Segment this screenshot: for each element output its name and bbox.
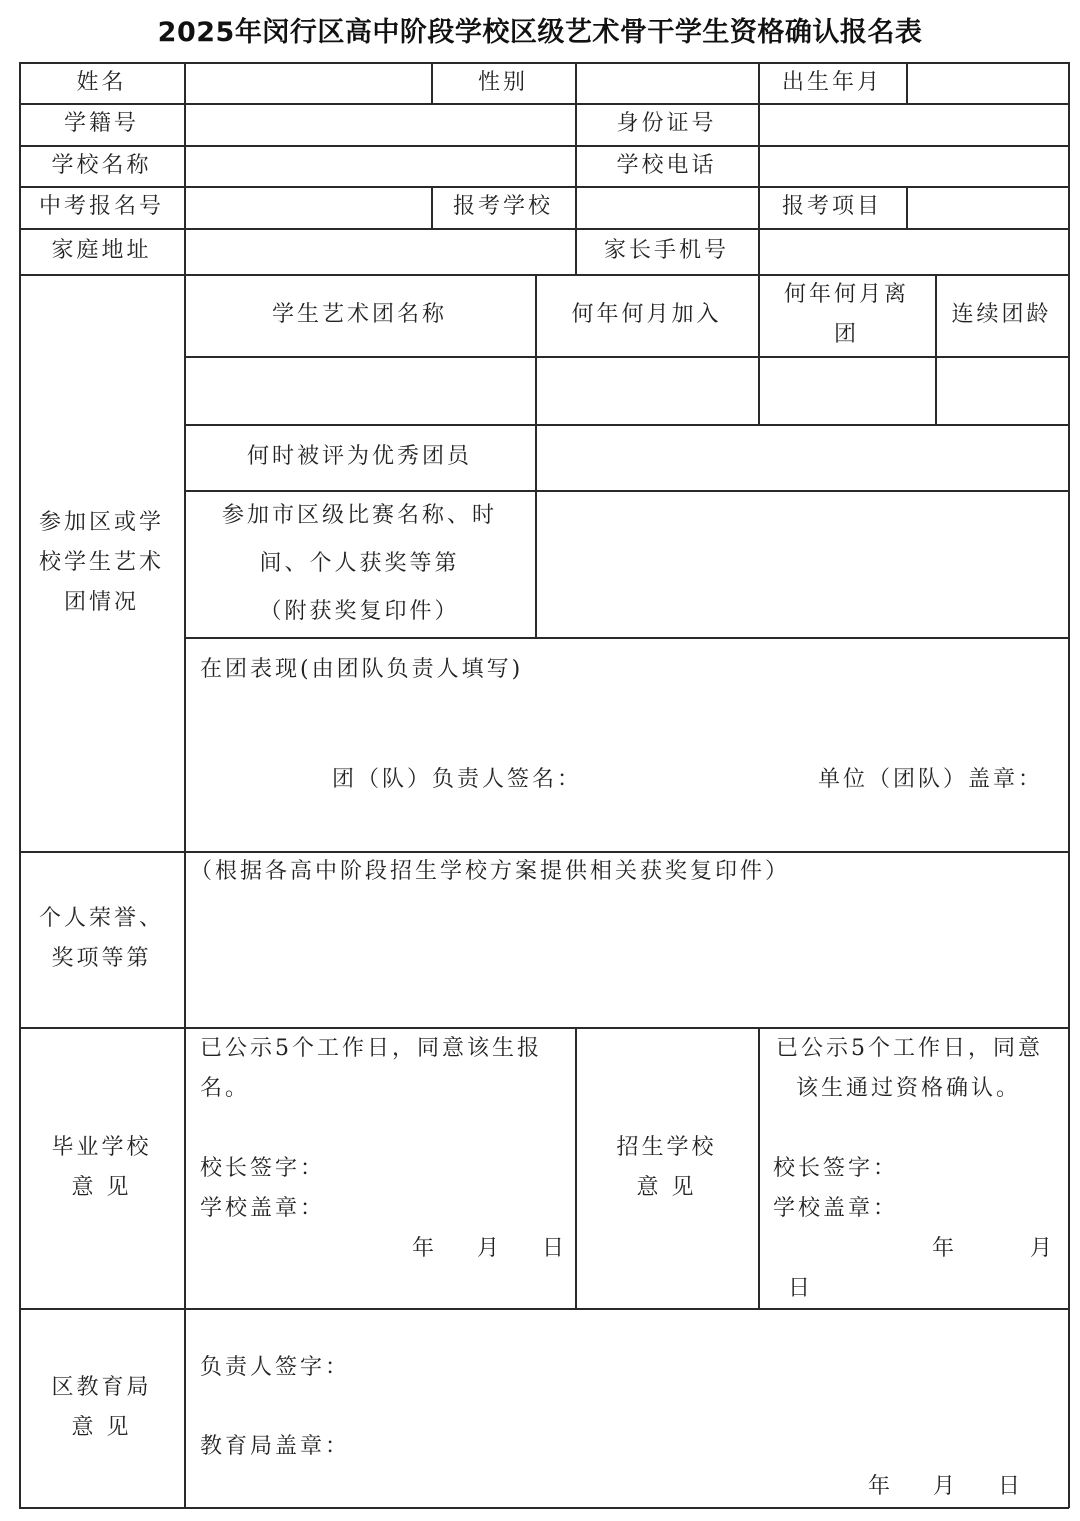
id-card-label: 身份证号 (616, 111, 717, 136)
admission-date-year: 年 (932, 1236, 958, 1261)
troupe-label-line-3: 团情况 (63, 589, 139, 615)
school-phone-input[interactable] (759, 146, 1068, 186)
address-input[interactable] (185, 229, 575, 274)
excellent-member-label: 何时被评为优秀团员 (246, 444, 472, 469)
admission-school-text-line-2: 该生通过资格确认。 (796, 1076, 1022, 1101)
honors-note: （根据各高中阶段招生学校方案提供相关获奖复印件） (190, 859, 791, 884)
join-date-header: 何年何月加入 (571, 302, 722, 327)
unit-stamp-label: 单位（团队）盖章： (818, 767, 1044, 792)
competition-input[interactable] (536, 491, 1068, 637)
admission-date-day: 日 (788, 1276, 814, 1301)
school-name-label: 学校名称 (51, 152, 152, 178)
graduate-school-label (19, 1027, 184, 1308)
school-name-input[interactable] (185, 146, 575, 186)
troupe-years-input[interactable] (936, 357, 1068, 424)
admission-school-text-line-1: 已公示5个工作日，同意 (776, 1036, 1043, 1061)
troupe-years-header: 连续团龄 (951, 302, 1052, 327)
troupe-label-line-2: 校学生艺术 (38, 549, 164, 575)
district-bureau-stamp: 教育局盖章： (200, 1434, 351, 1459)
admission-date-month: 月 (1030, 1236, 1056, 1261)
id-card-input[interactable] (759, 104, 1068, 145)
honors-label-line-2: 奖项等第 (51, 946, 152, 971)
graduate-principal-sign: 校长签字： (200, 1156, 326, 1181)
district-bureau-label-line-2: 意 见 (71, 1414, 132, 1440)
graduate-school-label-line-1: 毕业学校 (51, 1134, 152, 1160)
birth-label: 出生年月 (781, 69, 882, 95)
exam-no-input[interactable] (185, 187, 431, 228)
excellent-member-input[interactable] (536, 425, 1068, 490)
troupe-label-line-1: 参加区或学 (38, 509, 164, 535)
name-label: 姓名 (76, 69, 127, 95)
graduate-school-text-line-2: 名。 (200, 1076, 251, 1101)
parent-phone-label: 家长手机号 (603, 238, 729, 263)
competition-label-line-1: 参加市区级比赛名称、时 (221, 502, 497, 528)
join-date-input[interactable] (536, 357, 758, 424)
district-bureau-label-line-1: 区教育局 (51, 1374, 152, 1400)
district-date: 年 月 日 (868, 1474, 1023, 1499)
performance-label: 在团表现(由团队负责人填写) (200, 657, 524, 682)
competition-label-line-3: （附获奖复印件） (259, 598, 460, 624)
address-label: 家庭地址 (51, 238, 152, 263)
parent-phone-input[interactable] (759, 229, 1068, 274)
leader-signature-label: 团（队）负责人签名： (332, 767, 583, 792)
troupe-name-header: 学生艺术团名称 (271, 302, 447, 327)
apply-school-label: 报考学校 (452, 194, 553, 219)
graduate-date: 年 月 日 (412, 1236, 567, 1261)
competition-label (184, 490, 535, 637)
name-input[interactable] (185, 63, 431, 103)
admission-school-label (575, 1027, 758, 1308)
birth-input[interactable] (907, 63, 1068, 103)
leave-date-header-line-2: 团 (833, 322, 859, 347)
apply-item-label: 报考项目 (781, 194, 882, 219)
school-phone-label: 学校电话 (616, 152, 717, 178)
gender-label: 性别 (477, 69, 528, 95)
leave-date-header-line-1: 何年何月离 (783, 282, 909, 307)
exam-no-label: 中考报名号 (38, 194, 164, 219)
district-bureau-label (19, 1308, 184, 1507)
graduate-school-label-line-2: 意 见 (71, 1174, 132, 1200)
honors-label (19, 851, 184, 1027)
leave-date-input[interactable] (759, 357, 935, 424)
student-id-label: 学籍号 (63, 111, 139, 136)
admission-school-label-line-2: 意 见 (636, 1174, 697, 1200)
leave-date-header (758, 274, 935, 356)
gender-input[interactable] (576, 63, 758, 103)
honors-label-line-1: 个人荣誉、 (38, 906, 164, 931)
graduate-school-stamp: 学校盖章： (200, 1196, 326, 1221)
troupe-section-label (19, 274, 184, 851)
apply-school-input[interactable] (576, 187, 758, 228)
form-title: 2025年闵行区高中阶段学校区级艺术骨干学生资格确认报名表 (157, 17, 923, 48)
competition-label-line-2: 间、个人获奖等第 (259, 550, 460, 576)
admission-principal-sign: 校长签字： (773, 1156, 899, 1181)
district-leader-sign: 负责人签字： (200, 1355, 351, 1380)
student-id-input[interactable] (185, 104, 575, 145)
admission-school-label-line-1: 招生学校 (616, 1134, 717, 1160)
troupe-name-input[interactable] (185, 357, 535, 424)
graduate-school-text-line-1: 已公示5个工作日，同意该生报 (200, 1036, 542, 1061)
apply-item-input[interactable] (907, 187, 1068, 228)
admission-school-stamp: 学校盖章： (773, 1196, 899, 1221)
